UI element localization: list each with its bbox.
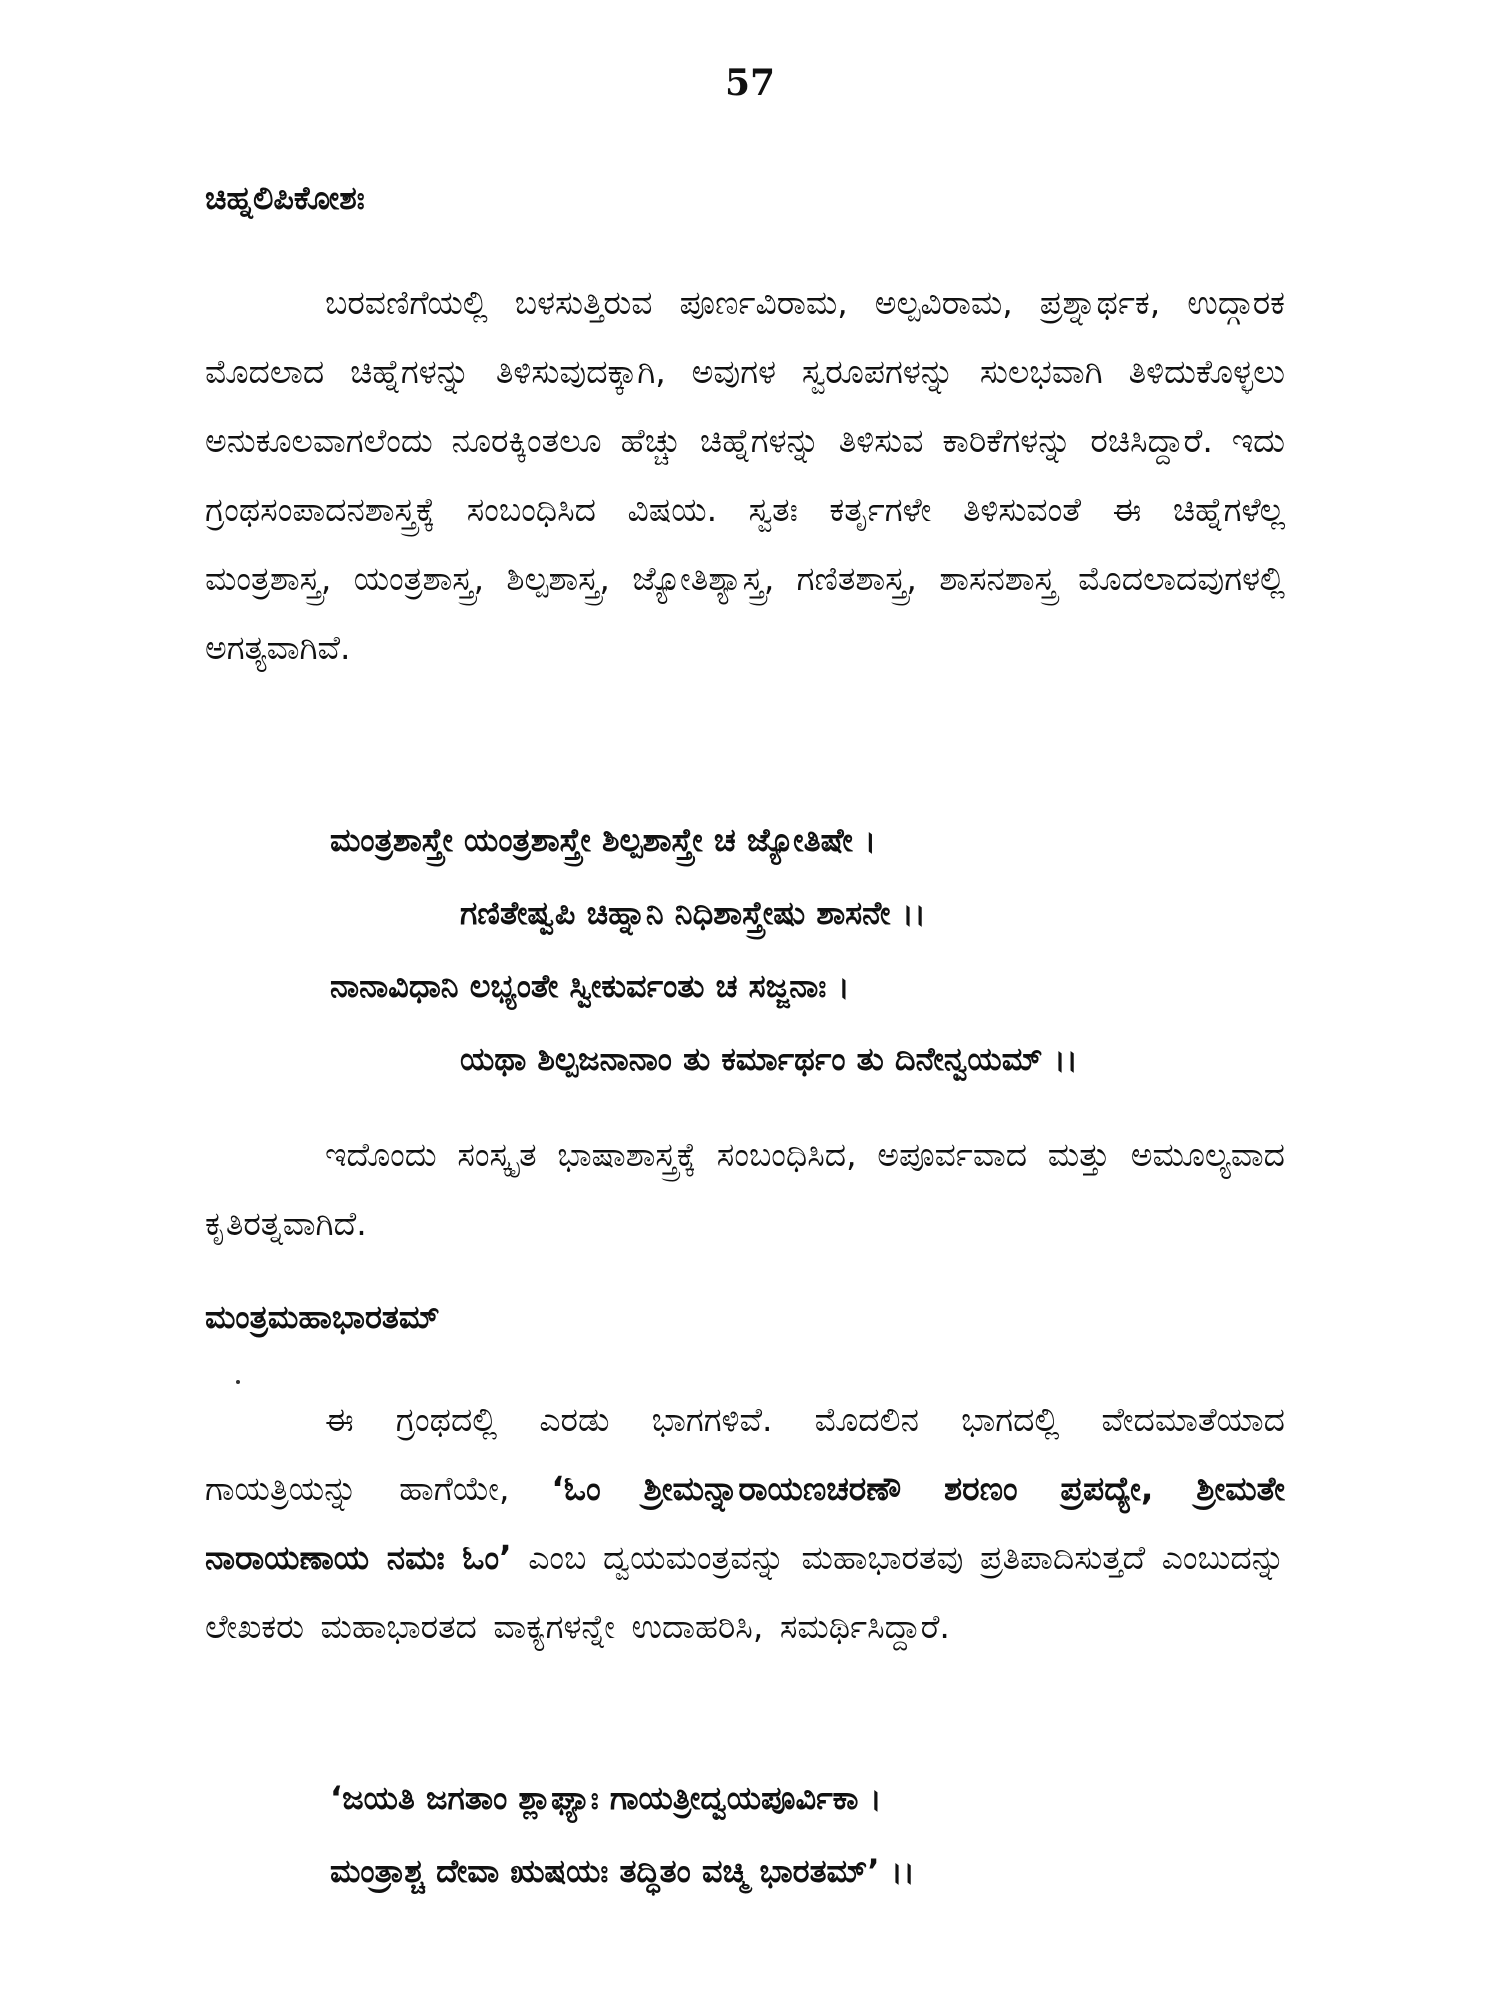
verse-line: ನಾನಾವಿಧಾನಿ ಲಭ್ಯಂತೇ ಸ್ವೀಕುರ್ವಂತು ಚ ಸಜ್ಜನಾಃ । [330,967,850,1005]
verse-line: ಮಂತ್ರಾಶ್ಚ ದೇವಾ ಋಷಯಃ ತದ್ಧಿತಂ ವಚ್ಮಿ ಭಾರತಮ್’ ।। [330,1852,915,1890]
verse-line: ಯಥಾ ಶಿಲ್ಪಜನಾನಾಂ ತು ಕರ್ಮಾರ್ಥಂ ತು ದಿನೇನ್ವಯಮ್ ।। [460,1040,1078,1078]
paragraph-text: ಎಂಬ ದ್ವಯಮಂತ್ರವನ್ನು ಮಹಾಭಾರತವು ಪ್ರತಿಪಾದಿಸುತ್ತದೆ ಎಂಬುದನ್ನು ಲೇಖಕರು ಮಹಾಭಾರತದ ವಾಕ್ಯಗಳನ್ನೇ ಉದಾಹರಿಸಿ, ಸಮರ್ಥಿಸಿದ್ದಾರೆ. [205,1538,1285,1646]
dvaya-mantra-quote: ‘ಓಂ ಶ್ರೀಮನ್ನಾರಾಯಣಚರಣೌ ಶರಣಂ ಪ್ರಪದ್ಯೇ, ಶ್ರೀಮತೇ ನಾರಾಯಣಾಯ ನಮಃ ಓಂ’ [205,1469,1285,1577]
stray-mark [236,1380,240,1384]
verse-line: ಗಣಿತೇಷ್ವಪಿ ಚಿಹ್ನಾನಿ ನಿಧಿಶಾಸ್ತ್ರೇಷು ಶಾಸನೇ ।। [460,894,926,932]
verse-line: ‘ಜಯತಿ ಜಗತಾಂ ಶ್ಲಾಘ್ಯಾಃ ಗಾಯತ್ರೀದ್ವಯಪೂರ್ವಿಕಾ । [330,1779,882,1817]
section-heading-chihnalipikosha: ಚಿಹ್ನಲಿಪಿಕೋಶಃ [205,179,365,217]
section1-paragraph: ಬರವಣಿಗೆಯಲ್ಲಿ ಬಳಸುತ್ತಿರುವ ಪೂರ್ಣವಿರಾಮ, ಅಲ್ಪವಿರಾಮ, ಪ್ರಶ್ನಾರ್ಥಕ, ಉದ್ಗಾರಕ ಮೊದಲಾದ ಚಿಹ್ನೆಗಳನ್ನು ತಿಳಿಸುವುದಕ್ಕಾಗಿ, ಅವುಗಳ ಸ್ವರೂಪಗಳನ್ನು ಸುಲಭವಾಗಿ ತಿಳಿದುಕೊಳ್ಳಲು ಅನುಕೂಲವಾಗಲೆಂದು ನೂರಕ್ಕಿಂತಲೂ ಹೆಚ್ಚು ಚಿಹ್ನೆಗಳನ್ನು ತಿಳಿಸುವ ಕಾರಿಕೆಗಳನ್ನು ರಚಿಸಿದ್ದಾರೆ. ಇದು ಗ್ರಂಥಸಂಪಾದನಶಾಸ್ತ್ರಕ್ಕೆ ಸಂಬಂಧಿಸಿದ ವಿಷಯ. ಸ್ವತಃ ಕರ್ತೃಗಳೇ ತಿಳಿಸುವಂತೆ ಈ ಚಿಹ್ನೆಗಳೆಲ್ಲ ಮಂತ್ರಶಾಸ್ತ್ರ, ಯಂತ್ರಶಾಸ್ತ್ರ, ಶಿಲ್ಪಶಾಸ್ತ್ರ, ಜ್ಯೋತಿಶ್ಯಾಸ್ತ್ರ, ಗಣಿತಶಾಸ್ತ್ರ, ಶಾಸನಶಾಸ್ತ್ರ ಮೊದಲಾದವುಗಳಲ್ಲಿ ಅಗತ್ಯವಾಗಿವೆ. [205,283,1285,667]
section1-closing-paragraph: ಇದೊಂದು ಸಂಸ್ಕೃತ ಭಾಷಾಶಾಸ್ತ್ರಕ್ಕೆ ಸಂಬಂಧಿಸಿದ, ಅಪೂರ್ವವಾದ ಮತ್ತು ಅಮೂಲ್ಯವಾದ ಕೃತಿರತ್ನವಾಗಿದೆ. [205,1135,1285,1243]
section2-paragraph [205,1385,1285,1661]
paragraph-text: ಈ ಗ್ರಂಥದಲ್ಲಿ ಎರಡು ಭಾಗಗಳಿವೆ. ಮೊದಲಿನ ಭಾಗದಲ್ಲಿ ವೇದಮಾತೆಯಾದ ಗಾಯತ್ರಿಯನ್ನು ಹಾಗೆಯೇ, [205,1400,1285,1508]
section-heading-mantramahabharatam: ಮಂತ್ರಮಹಾಭಾರತಮ್ [205,1298,440,1336]
page-number: 57 [724,62,776,104]
verse-line: ಮಂತ್ರಶಾಸ್ತ್ರೇ ಯಂತ್ರಶಾಸ್ತ್ರೇ ಶಿಲ್ಪಶಾಸ್ತ್ರೇ ಚ ಜ್ಯೋತಿಷೇ । [330,821,877,859]
